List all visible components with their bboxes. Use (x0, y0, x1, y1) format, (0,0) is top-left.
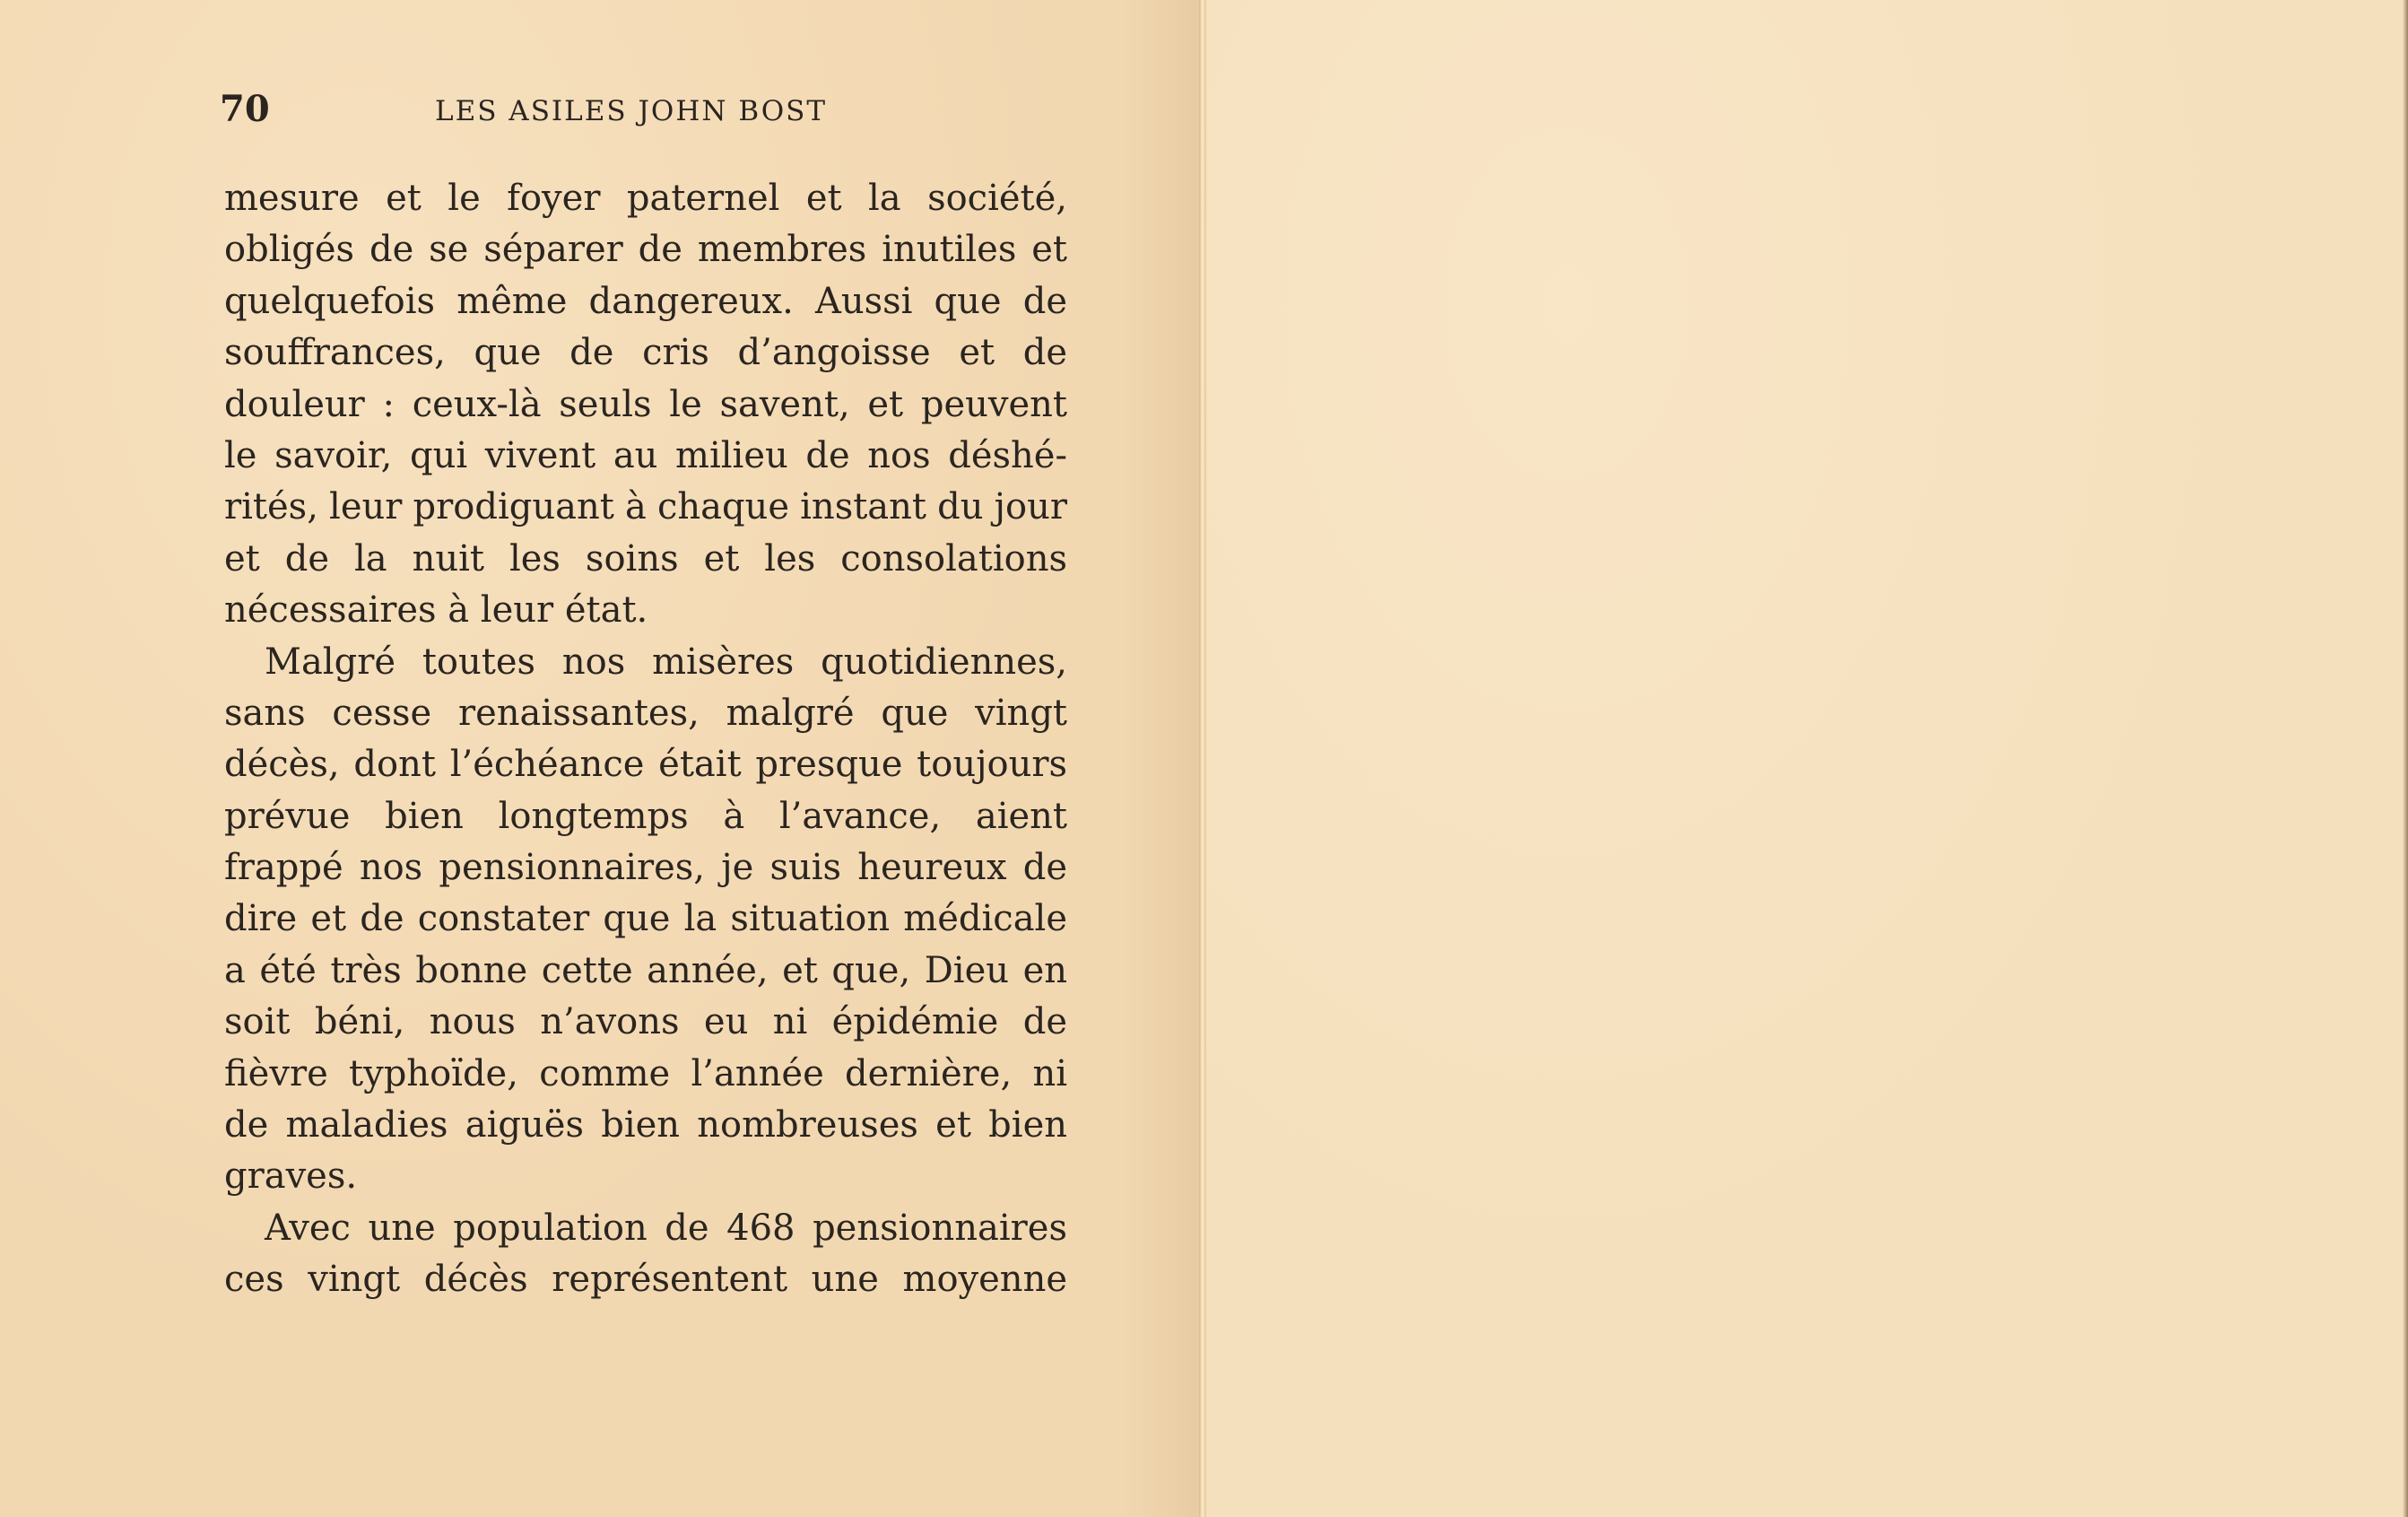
text-line: quelquefois même dangereux. Aussi que de (224, 280, 1067, 322)
left-page-number: 70 (220, 88, 270, 130)
text-line: ces vingt décès représentent une moyenne (224, 1259, 1067, 1301)
text-line: rités, leur prodiguant à chaque instant du jour (224, 486, 1068, 528)
left-body-text (224, 173, 1067, 1306)
book-spine (1199, 0, 1206, 1517)
text-line: de maladies aiguës bien nombreuses et bien (224, 1104, 1067, 1146)
text-line: a été très bonne cette année, et que, Dieu en (224, 949, 1067, 991)
text-line: sans cesse renaissantes, malgré que vingt (224, 692, 1067, 734)
text-line: obligés de se séparer de membres inutiles et (224, 229, 1067, 271)
text-line: graves. (224, 1155, 358, 1198)
text-line: frappé nos pensionnaires, je suis heureux de (224, 847, 1067, 889)
text-line: mesure et le foyer paternel et la société, (224, 178, 1067, 219)
text-line: nécessaires à leur état. (224, 589, 648, 632)
text-line: soit béni, nous n’avons eu ni épidémie de (224, 1001, 1067, 1043)
right-page (1206, 0, 2408, 1517)
text-line: décès, dont l’échéance était presque toujours (224, 744, 1067, 786)
text-line: dire et de constater que la situation médicale (224, 898, 1067, 940)
text-line: fièvre typhoïde, comme l’année dernière, ni (224, 1052, 1067, 1094)
text-line: le savoir, qui vivent au milieu de nos déshé- (224, 434, 1067, 476)
text-line: prévue bien longtemps à l’avance, aient (224, 795, 1067, 837)
text-line: souffrances, que de cris d’angoisse et de (224, 332, 1067, 374)
left-page (0, 0, 1202, 1517)
text-line: douleur : ceux-là seuls le savent, et peuvent (224, 383, 1067, 425)
left-running-head: LES ASILES JOHN BOST (435, 95, 828, 127)
text-line: Avec une population de 468 pensionnaires (265, 1207, 1067, 1249)
text-line: et de la nuit les soins et les consolations (224, 537, 1067, 580)
text-line: Malgré toutes nos misères quotidiennes, (265, 641, 1067, 683)
